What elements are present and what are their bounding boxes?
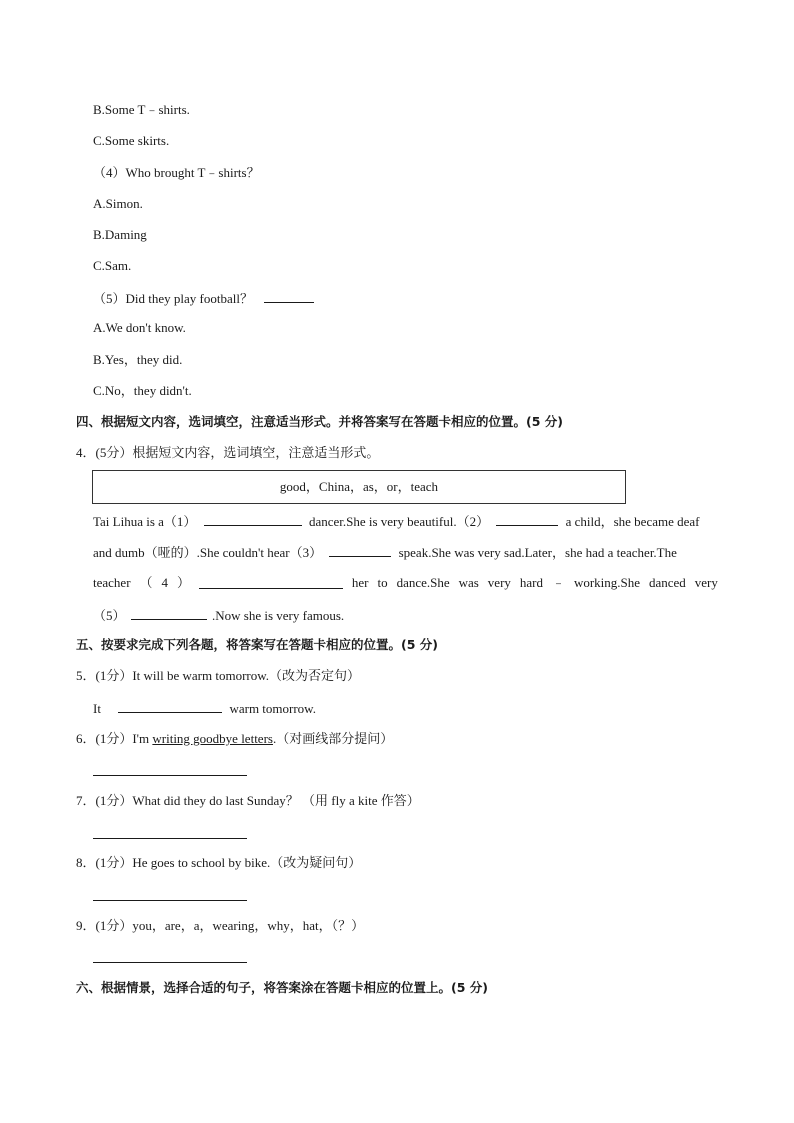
q3-sub5-option-c: C.No，they didn't. [93,383,192,398]
blank-2 [496,512,558,526]
q6-suffix: .（对画线部分提问） [272,731,394,746]
q3-sub4-option-b: B.Daming [93,227,147,242]
passage-line-4 [93,606,344,624]
q6-underlined-part: writing goodbye letters [152,731,273,746]
q3-option-b: B.Some T﹣shirts. [93,102,190,117]
q5-answer-line [93,699,316,717]
passage-word: （ [139,575,153,590]
q3-option-c: C.Some skirts. [93,133,170,148]
passage-word: working.She [573,575,641,590]
blank-5 [131,606,207,620]
q6-text [76,731,393,747]
passage-text: dancer.She is very beautiful.（2） [308,514,490,529]
q3-sub5-question [93,289,314,307]
blank-1 [204,512,302,526]
section5-heading: 五、按要求完成下列各题，将答案写在答题卡相应的位置。(5 分) [76,637,438,652]
passage-word: dance.She [396,575,450,590]
q5-text: 5．(1分）It will be warm tomorrow.（改为否定句） [76,668,361,683]
q8-answer-line [93,900,247,901]
word-bank-box [92,470,626,504]
passage-word: ） [176,575,190,590]
passage-word: was [458,575,479,590]
q3-sub5-option-a: A.We don't know. [93,320,186,335]
q8-text: 8．(1分）He goes to school by bike.（改为疑问句） [76,855,362,870]
q3-sub4-option-c: C.Sam. [93,258,132,273]
passage-word: danced [649,575,686,590]
q5-answer-suffix: warm tomorrow. [229,701,316,716]
q3-sub4-option-a: A.Simon. [93,196,143,211]
q6-answer-line [93,775,247,776]
passage-word: her [351,575,369,590]
q3-sub5-blank [264,289,314,303]
passage-text: a child，she became deaf [565,514,700,529]
passage-line-2 [93,543,677,561]
passage-word: 4 [161,575,168,590]
q7-text: 7．(1分）What did they do last Sunday？ （用 fly a kite 作答） [76,793,420,808]
passage-word: ﹣ [551,575,565,590]
q5-blank [118,699,222,713]
passage-line-3 [93,575,718,591]
q5-answer-prefix: It [93,701,101,716]
q7-answer-line [93,838,247,839]
passage-text: and dumb（哑的）.She couldn't hear（3） [93,545,323,560]
passage-text: （5） [93,608,126,623]
q9-text: 9．(1分）you，are，a，wearing，why，hat，（？） [76,918,365,933]
passage-word: teacher [93,575,131,590]
passage-text: .Now she is very famous. [212,608,345,623]
section6-heading: 六、根据情景，选择合适的句子，将答案涂在答题卡相应的位置上。(5 分) [76,980,488,995]
q6-prefix: 6．(1分）I'm [76,731,153,746]
blank-4 [199,575,343,589]
q3-sub4-question: （4）Who brought T﹣shirts？ [93,165,260,180]
section4-heading: 四、根据短文内容，选词填空，注意适当形式。并将答案写在答题卡相应的位置。(5 分) [76,414,563,429]
q9-answer-line [93,962,247,963]
q4-intro: 4．(5分）根据短文内容，选词填空，注意适当形式。 [76,445,380,460]
passage-text: Tai Lihua is a（1） [93,514,197,529]
word-bank-text: good，China，as，or，teach [279,479,439,494]
q3-sub5-question-text: （5）Did they play football？ [93,291,253,306]
passage-text: speak.She was very sad.Later，she had a teacher.The [398,545,677,560]
q3-sub5-option-b: B.Yes，they did. [93,352,183,367]
passage-word: hard [519,575,543,590]
passage-line-1 [93,512,700,530]
passage-word: to [377,575,388,590]
passage-word: very [694,575,718,590]
blank-3 [329,543,391,557]
passage-word: very [487,575,511,590]
